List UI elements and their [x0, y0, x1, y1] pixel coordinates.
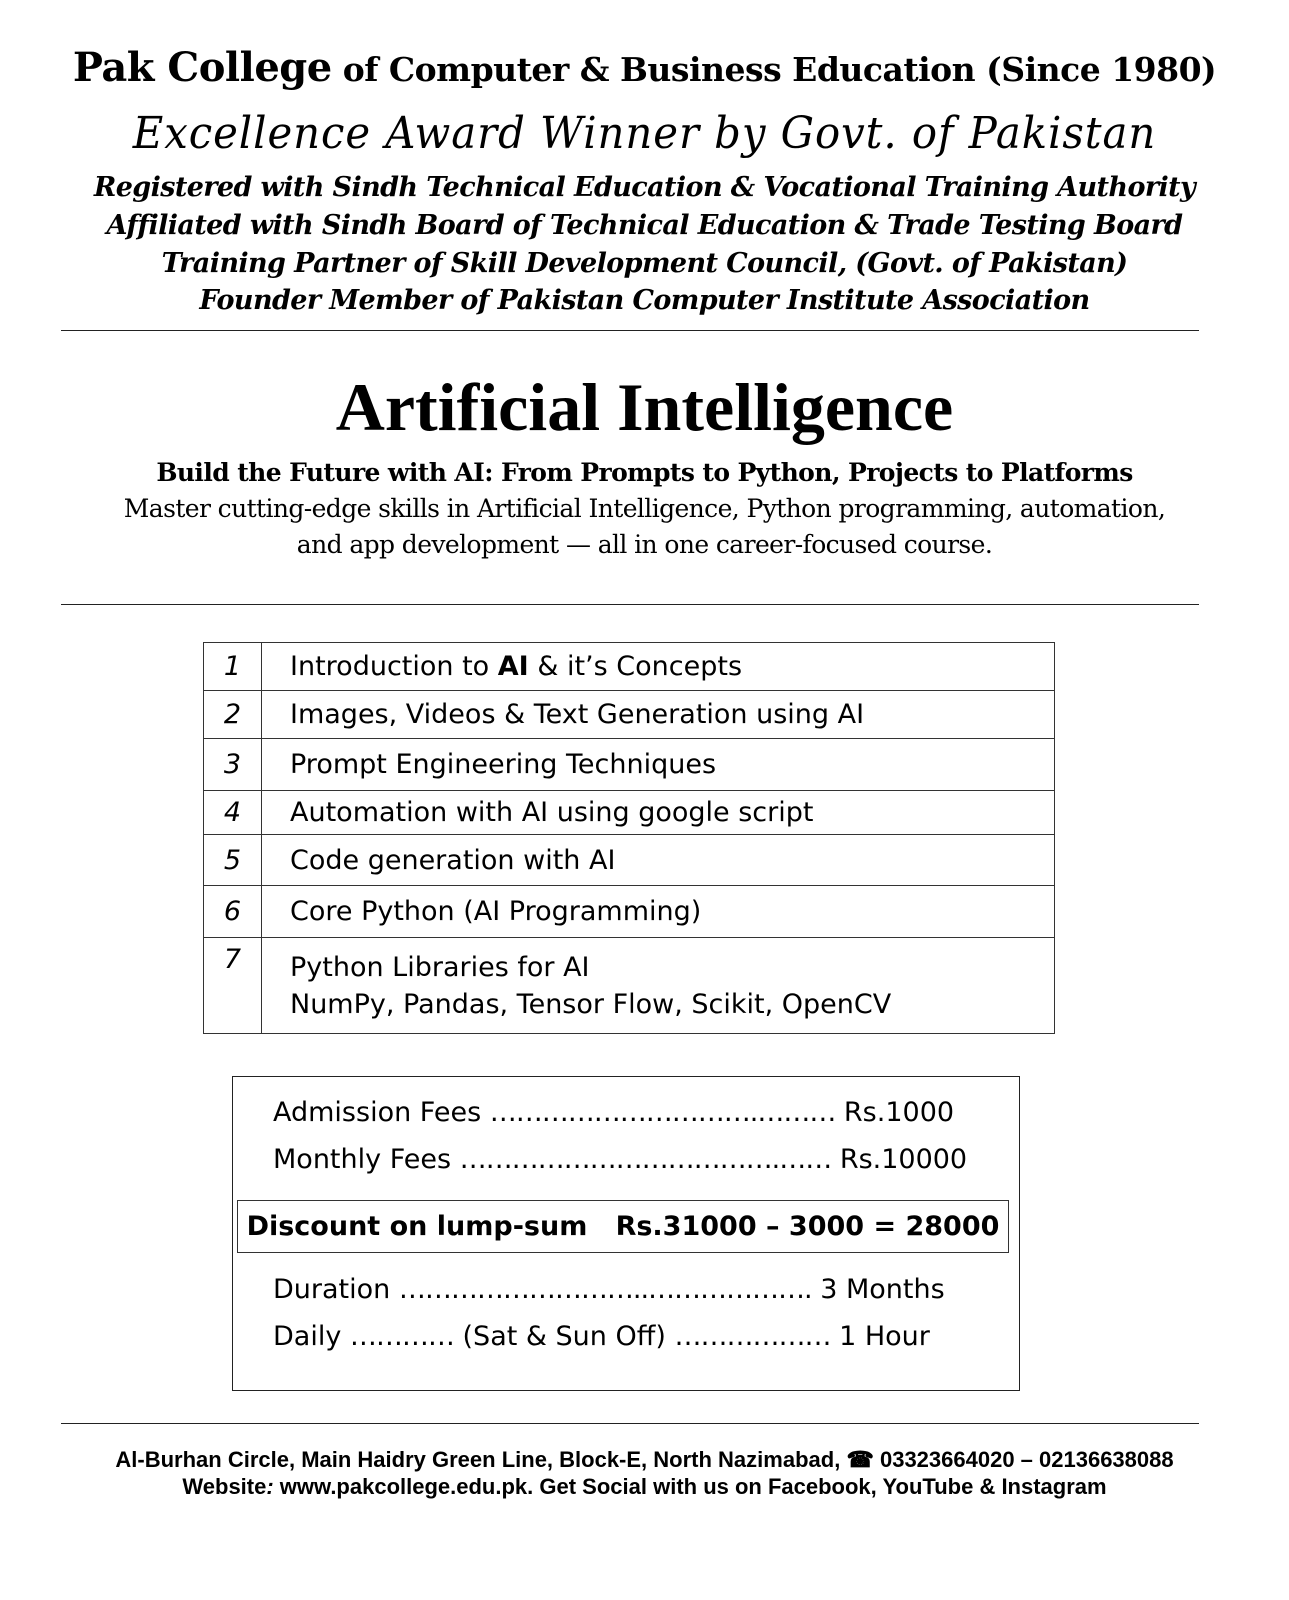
credential-line: Affiliated with Sindh Board of Technical Education & Trade Testing Board	[106, 210, 1183, 241]
address: Al-Burhan Circle, Main Haidry Green Line, Block-E, North Nazimabad,	[115, 1447, 841, 1472]
module-topic-text: Python Libraries for AI	[290, 951, 590, 983]
module-number: 5	[204, 835, 262, 886]
modules-table	[203, 642, 1055, 1034]
course-description: Master cutting-edge skills in Artificial Intelligence, Python programming, automation,	[123, 494, 1166, 523]
module-topic: Images, Videos & Text Generation using AI	[262, 691, 1055, 739]
table-row	[204, 739, 1055, 791]
module-number: 4	[204, 791, 262, 835]
college-name-subtitle: of Computer & Business Education (Since 1980)	[342, 50, 1217, 89]
website-text[interactable]: www.pakcollege.edu.pk. Get Social with us on Facebook, YouTube & Instagram	[273, 1474, 1107, 1499]
footer-website-line	[0, 1474, 1289, 1500]
fee-admission	[273, 1097, 954, 1128]
daily-value: 1 Hour	[839, 1321, 930, 1352]
phone-numbers: 03323664020 – 02136638088	[879, 1447, 1174, 1472]
fee-label: Admission Fees	[273, 1097, 482, 1128]
college-name-main: Pak College	[72, 44, 332, 91]
divider	[61, 604, 1199, 605]
leader-dots: ………………	[674, 1321, 831, 1352]
phone-icon: ☎	[846, 1447, 874, 1472]
website-label: Website	[182, 1474, 267, 1499]
duration-row	[273, 1274, 945, 1305]
module-number: 6	[204, 886, 262, 938]
table-row	[204, 791, 1055, 835]
module-topic	[262, 643, 1055, 691]
credential-line: Training Partner of Skill Development Council, (Govt. of Pakistan)	[161, 248, 1128, 279]
discount-label: Discount on lump-sum	[246, 1211, 588, 1242]
credential-line: Founder Member of Pakistan Computer Institute Association	[199, 285, 1090, 316]
discount-box	[237, 1200, 1009, 1253]
fee-value: Rs.1000	[843, 1097, 955, 1128]
table-row	[204, 938, 1055, 1034]
module-topic-text: Introduction to	[290, 651, 498, 682]
fee-monthly	[273, 1144, 967, 1175]
module-topic: Automation with AI using google script	[262, 791, 1055, 835]
module-number: 7	[204, 938, 262, 1034]
course-description: and app development — all in one career-focused course.	[296, 530, 993, 559]
module-topic: Core Python (AI Programming)	[262, 886, 1055, 938]
table-row	[204, 643, 1055, 691]
credential-line: Registered with Sindh Technical Education & Vocational Training Authority	[93, 172, 1196, 203]
table-row	[204, 691, 1055, 739]
fees-box	[232, 1076, 1020, 1391]
fee-leader-dots: ………………………….………	[489, 1097, 836, 1128]
module-topic-text: & it’s Concepts	[528, 651, 743, 682]
daily-row	[273, 1321, 930, 1352]
divider	[61, 1423, 1199, 1424]
module-number: 3	[204, 739, 262, 791]
course-title: Artificial Intelligence	[335, 369, 954, 445]
website-colon: :	[266, 1474, 274, 1499]
table-row	[204, 886, 1055, 938]
footer-address-line	[0, 1447, 1289, 1473]
leader-dots: ………………………..……………….	[398, 1274, 812, 1305]
college-name	[0, 44, 1289, 91]
course-tagline: Build the Future with AI: From Prompts to Python, Projects to Platforms	[156, 458, 1133, 487]
module-topic: Prompt Engineering Techniques	[262, 739, 1055, 791]
fee-value: Rs.10000	[839, 1144, 968, 1175]
daily-note: (Sat & Sun Off)	[462, 1321, 666, 1352]
module-number: 2	[204, 691, 262, 739]
table-row	[204, 835, 1055, 886]
duration-value: 3 Months	[820, 1274, 945, 1305]
award-line: Excellence Award Winner by Govt. of Pakistan	[132, 108, 1157, 159]
module-topic: Code generation with AI	[262, 835, 1055, 886]
module-topic	[262, 938, 1055, 1034]
fee-leader-dots: ……………………………….……	[459, 1144, 832, 1175]
module-subtopic: NumPy, Pandas, Tensor Flow, Scikit, OpenCV	[290, 988, 892, 1020]
leader-dots: …………	[349, 1321, 454, 1352]
duration-label: Duration	[273, 1274, 391, 1305]
discount-value: Rs.31000 – 3000 = 28000	[615, 1211, 1000, 1242]
fee-label: Monthly Fees	[273, 1144, 452, 1175]
module-topic-emphasis: AI	[497, 651, 529, 682]
module-number: 1	[204, 643, 262, 691]
divider	[61, 330, 1199, 331]
daily-label: Daily	[273, 1321, 342, 1352]
